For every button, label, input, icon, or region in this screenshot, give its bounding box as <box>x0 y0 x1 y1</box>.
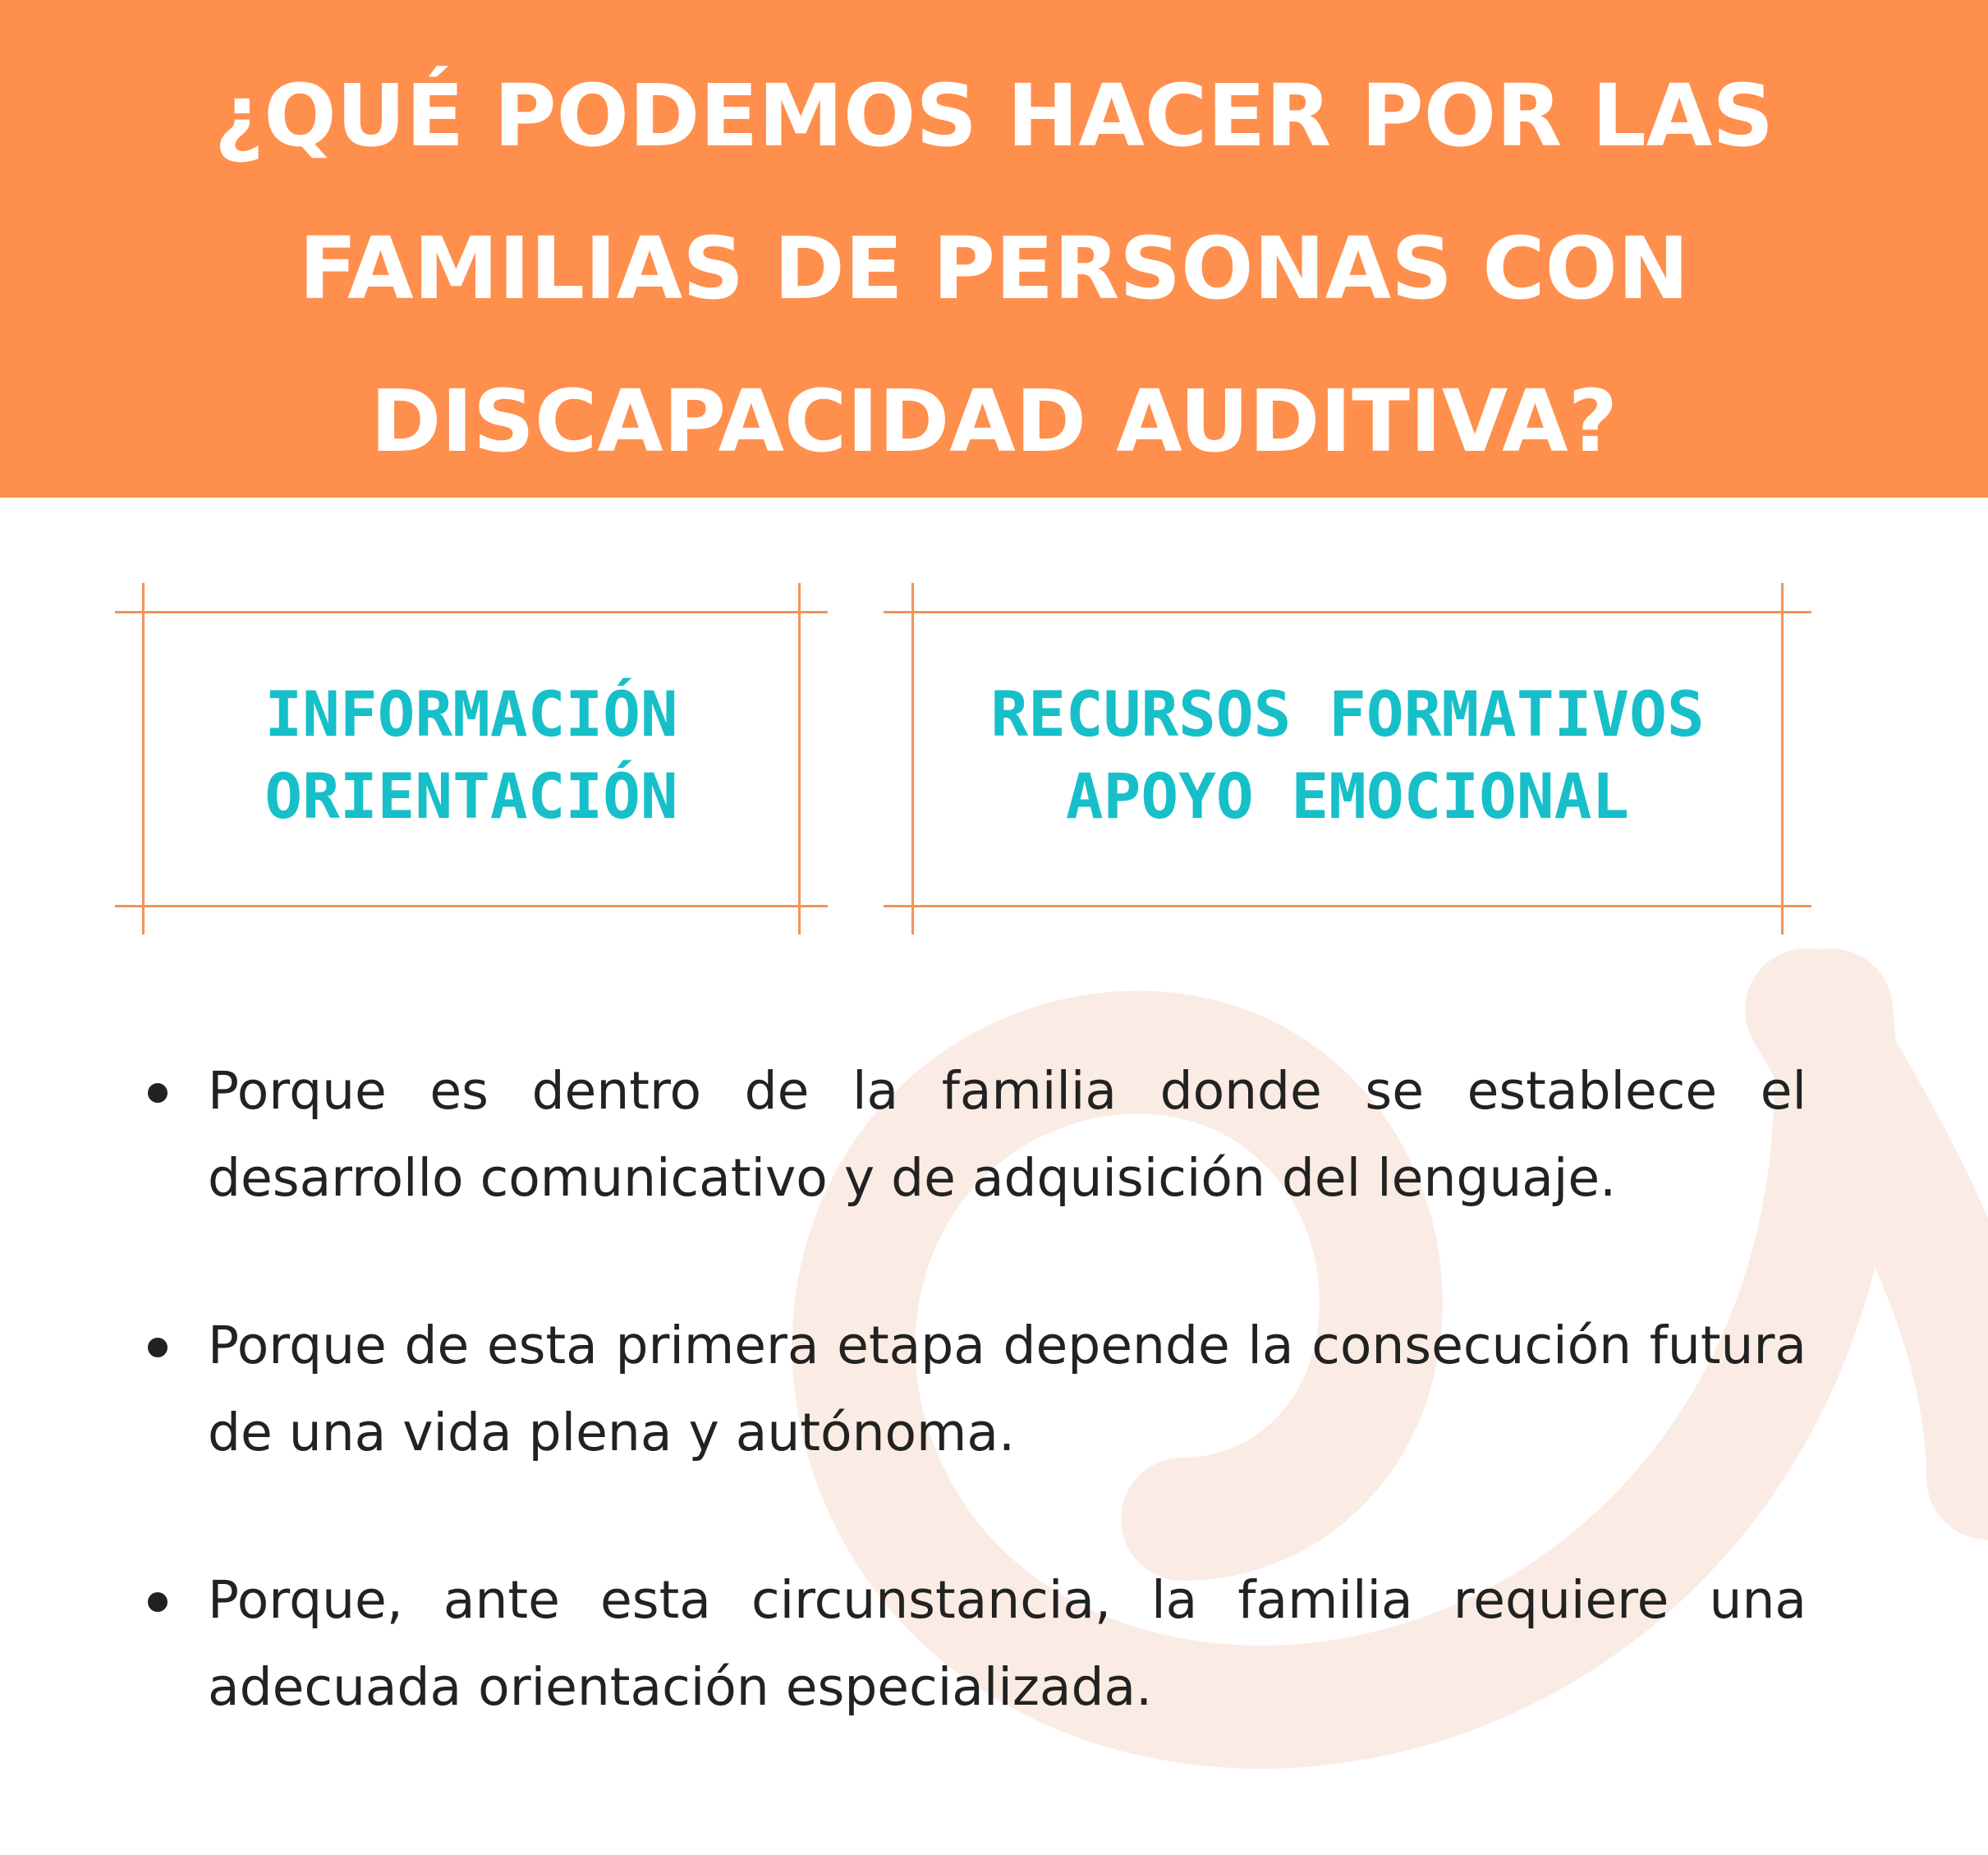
list-item <box>148 1048 1807 1222</box>
box-left-text <box>145 673 798 838</box>
list-item-text: Porque es dentro de la familia donde se establece el desarrollo comunicativo y de adquisición del lenguaje. <box>208 1061 1807 1208</box>
list-item <box>148 1557 1807 1731</box>
box-right-line-2: APOYO EMOCIONAL <box>1065 760 1630 833</box>
box-right-line-1: RECURSOS FORMATIVOS <box>990 677 1705 751</box>
list-item-text: Porque, ante esta circunstancia, la familia requiere una adecuada orientación especializada. <box>208 1570 1807 1717</box>
bullet-dot-icon <box>148 1083 168 1103</box>
list-item-text: Porque de esta primera etapa depende la consecución futura de una vida plena y autónoma. <box>208 1315 1807 1462</box>
box-right-text <box>914 673 1781 838</box>
bullet-dot-icon <box>148 1592 168 1612</box>
box-left-line-1: INFORMACIÓN <box>264 677 678 751</box>
box-left-line-2: ORIENTACIÓN <box>264 760 678 833</box>
frame-line-bottom <box>884 905 1811 907</box>
frame-line-top <box>115 611 828 613</box>
bullet-dot-icon <box>148 1338 168 1357</box>
frame-line-right <box>798 583 801 934</box>
reasons-list <box>148 1048 1807 1811</box>
title-line-1: ¿QUÉ PODEMOS HACER POR LAS <box>213 66 1775 166</box>
list-item <box>148 1302 1807 1476</box>
title-line-3: DISCAPACIDAD AUDITIVA? <box>370 371 1618 471</box>
title-line-2: FAMILIAS DE PERSONAS CON <box>299 218 1689 319</box>
frame-line-bottom <box>115 905 828 907</box>
frame-line-top <box>884 611 1811 613</box>
header-banner <box>0 0 1988 498</box>
page-title <box>0 39 1988 498</box>
frame-line-right <box>1781 583 1784 934</box>
